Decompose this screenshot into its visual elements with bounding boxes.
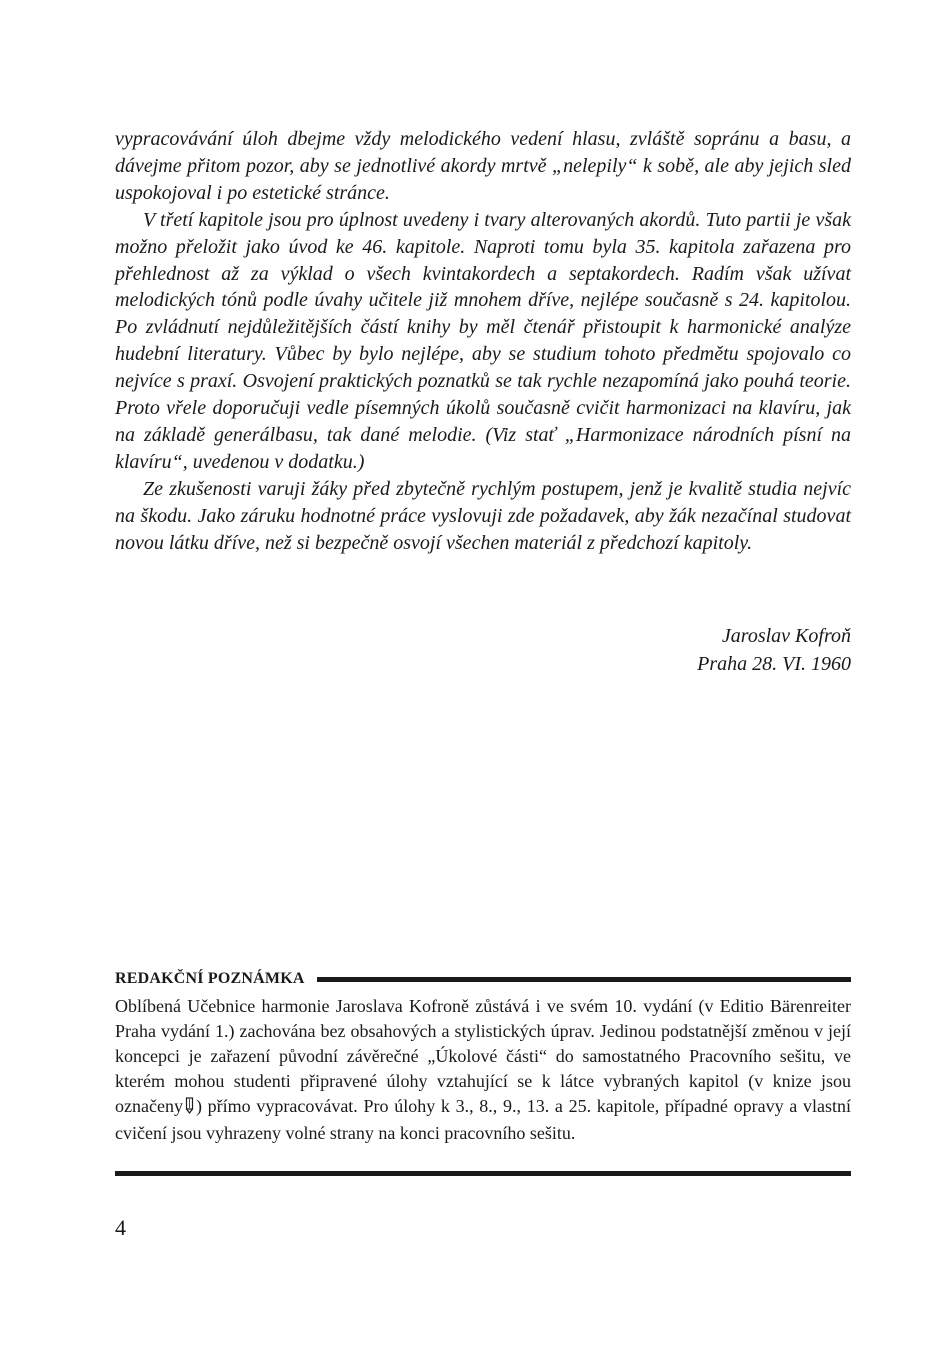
paragraph-2: V třetí kapitole jsou pro úplnost uvedeny i tvary alterovaných akordů. Tuto partii je však možno přeložit jako úvod ke 46. kapitole. Naproti tomu byla 35. kapitola zařazena pro přehlednost až za výklad o všech kvintakordech a septakordech. Radím však užívat melodických tónů podle úvahy učitele již mnohem dříve, nejlépe současně s 24. kapitolou. Po zvládnutí nejdůležitějších částí knihy by měl čtenář přistoupit k harmonické analýze hudební literatury. Vůbec by bylo nejlépe, aby se studium tohoto předmětu spojovalo co nejvíce s praxí. Osvojení praktických poznatků se tak rychle nezapomíná jako pouhá teorie. Proto vřele doporučuji vedle písemných úkolů současně cvičit harmonizaci na klavíru, jak na základě generálbasu, tak dané melodie. (Viz stať „Harmonizace národních písní na klavíru“, uvedenou v dodatku.) bbox=[115, 208, 851, 473]
bottom-rule bbox=[115, 1171, 851, 1176]
editor-note-header bbox=[115, 970, 851, 988]
editor-note-text-part-1: Oblíbená Učebnice harmonie Jaroslava Kofroně zůstává i ve svém 10. vydání (v Editio Bärenreiter Praha vydání 1.) zachována bez obsahových a stylistických úprav. Jedinou podstatnější změnou v její koncepci je zařazení původní závěrečné „Úkolové části“ do samostatného Pracovního sešitu, ve kterém mohou studenti připravené úlohy vztahující se k látce vybraných kapitol (v knize jsou označeny bbox=[115, 996, 851, 1116]
author-name: Jaroslav Kofroň bbox=[721, 625, 851, 647]
paragraph-1: vypracovávání úloh dbejme vždy melodického vedení hlasu, zvláště sopránu a basu, a dávejme přitom pozor, aby se jednotlivé akordy mrtvě „nelepily“ k sobě, ale aby jejich sled uspokojoval i po estetické stránce. bbox=[115, 128, 851, 204]
signature-block bbox=[500, 622, 851, 678]
header-rule bbox=[317, 977, 851, 982]
editor-note-text-part-2: ) přímo vypracovávat. Pro úlohy k 3., 8., 9., 13. a 25. kapitole, případné opravy a vlastní cvičení jsou vyhrazeny volné strany na konci pracovního sešitu. bbox=[115, 1096, 851, 1143]
editor-note-text bbox=[115, 994, 851, 1146]
paragraph-3: Ze zkušenosti varuji žáky před zbytečně rychlým postupem, jenž je kvalitě studia nejvíc na škodu. Jako záruku hodnotné práce vyslovuji zde požadavek, aby žák nezačínal studovat novou látku dříve, než si bezpečně osvojí všechen materiál z předchozí kapitoly. bbox=[115, 477, 851, 554]
editor-note-title: REDAKČNÍ POZNÁMKA bbox=[115, 970, 305, 987]
foreword-text bbox=[115, 126, 851, 557]
page-number: 4 bbox=[115, 1215, 126, 1240]
place-date: Praha 28. VI. 1960 bbox=[697, 653, 851, 675]
pencil-icon bbox=[184, 1096, 195, 1121]
editor-note bbox=[115, 970, 851, 1146]
